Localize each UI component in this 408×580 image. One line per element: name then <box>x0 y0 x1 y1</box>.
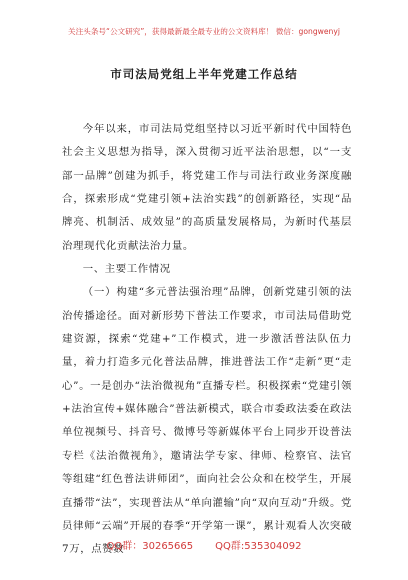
qq-group-1: QQ群：30265665 <box>106 541 194 552</box>
section-heading: 一、主要工作情况 <box>82 263 171 276</box>
document-title: 市司法局党组上半年党建工作总结 <box>110 67 298 81</box>
footer-contact <box>0 537 408 552</box>
header-banner: 关注头条号“公文研究”，获得最新最全最专业的公文资料库！ 微信：gongwenyj <box>68 27 340 36</box>
document-body <box>62 118 352 562</box>
body-paragraph: （一）构建“多元普法强治理”品牌，创新党建引领的法治传播途径。面对新形势下普法工作要求，市司法局借助党建资源，探索“党建+”工作模式，进一步激活普法队伍力量，着力打造多元化普法品牌，推进普法工作“走新”更“走心”。一是创办“法治微视角”直播专栏。积极探索“党建引领+法治宣传+媒体融合”普法新模式，联合市委政法委在政法单位视频号、抖音号、微博号等新媒体平台上同步开设普法专栏《法治微视角》，邀请法学专家、律师、检察官、法官等组建“红色普法讲师团”，面向社会公众和在校学生，开展直播带“法”，实现普法从“单向灌输”向“双向互动”升级。党员律师“云端”开展的春季“开学第一课”，累计观看人次突破7万，点赞数 <box>62 286 352 556</box>
intro-paragraph: 今年以来，市司法局党组坚持以习近平新时代中国特色社会主义思想为指导，深入贯彻习近平法治思想，以“一支部一品牌”创建为抓手，将党建工作与司法行政业务深度融合，探索形成“党建引领+法治实践”的创新路径，实现“品牌亮、机制活、成效显”的高质量发展格局，为新时代基层治理现代化贡献法治力量。 <box>62 123 352 252</box>
qq-group-2: QQ群:535304092 <box>215 541 302 552</box>
